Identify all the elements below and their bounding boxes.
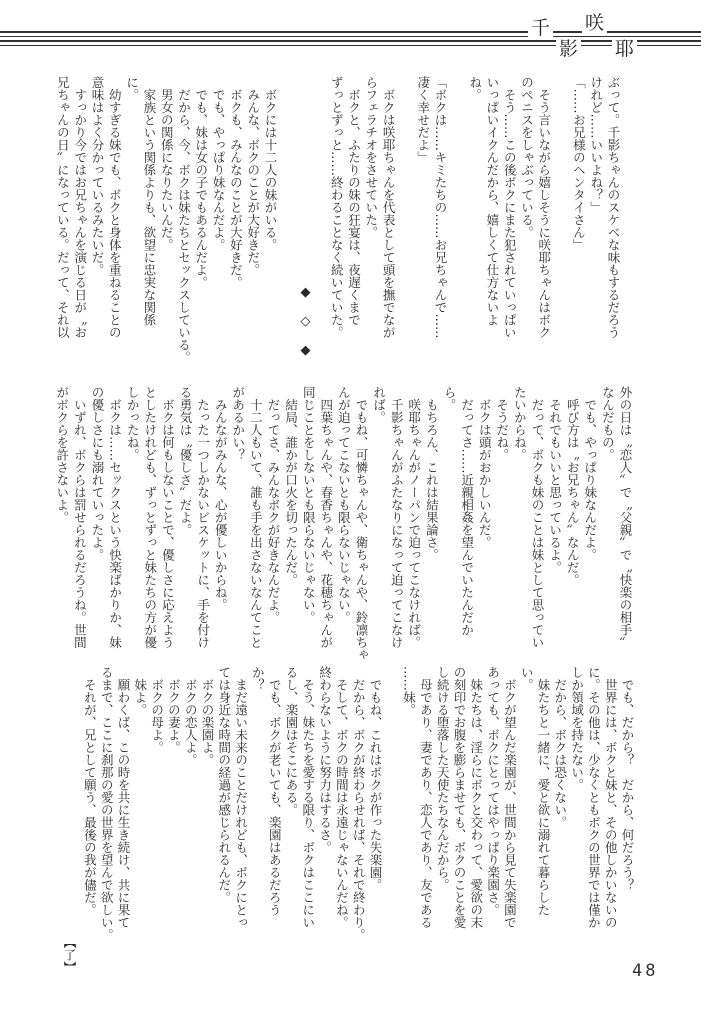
text-column: だから、ボクが終わらせれば、それで終わり。 (351, 666, 367, 941)
text-column: か？ (250, 666, 266, 691)
text-column: しか領域を持たない。 (569, 666, 585, 791)
text-column: の優しさにも溺れていったよ。 (90, 386, 105, 561)
text-column: 妹たちは、淫らにボクと交わって、愛欲の末 (468, 666, 484, 929)
text-column: なんだもの。 (600, 386, 616, 461)
text-column: れば。 (371, 386, 387, 424)
text-column: 妹よ。 (132, 666, 148, 716)
header-title-char: 耶 (612, 40, 637, 59)
text-column: いずれ、ボクらは罰せられるだろうね。世間 (72, 386, 88, 649)
text-column: 幼すぎる妹でも、ボクと身体を重ねることの (107, 76, 123, 339)
end-mark: 【了】 (62, 936, 77, 974)
text-column: ずっとずっと……終わることなく続いていた。 (329, 76, 345, 339)
text-column: もちろん、これは結果論さ。 (424, 386, 440, 561)
text-column: 男女の関係になりたいんだ。 (159, 76, 175, 251)
text-column: ボクの妻よ。 (166, 666, 182, 754)
text-column: あっても、ボクにとってはやっぱり楽園さ。 (485, 666, 501, 916)
text-column: ボクは……セックスという快楽ばかりか、妹 (107, 386, 123, 649)
text-column: ボクは咲耶ちゃんを代表として頭を撫でなが (381, 76, 397, 339)
text-column: ら。 (442, 386, 457, 411)
text-column: そう……この後ボクにまた犯されていっぱい (502, 76, 518, 339)
text-column: んが迫ってこないとも限らないじゃない。 (336, 386, 352, 624)
text-column: だってさ、みんなボクが好きなんだよ。 (266, 386, 281, 624)
text-column: ね。 (467, 76, 483, 101)
text-column: みんな、ボクのことが大好きだ。 (245, 76, 261, 276)
text-column: しかったね。 (125, 386, 141, 461)
text-column: るし、楽園はそこにある。 (284, 666, 299, 816)
text-column: たった一つしかないビスケットに、手を付け (195, 386, 211, 649)
text-column: 結局、誰かが口火を切ったんだ。 (283, 386, 299, 586)
text-column: ぶって。千影ちゃんのスケベな味もするだろう (606, 76, 621, 339)
text-column: に。その他は、少なくともボクの世界では僅か (586, 666, 602, 929)
text-column: でも、だから？ だから、何だろう？ (620, 666, 635, 891)
text-column: ボクが望んだ楽園が、世間から見て失楽園で (502, 666, 518, 929)
text-column: でも、やっぱり妹なんだよ。 (582, 386, 598, 561)
text-column: でもね、可憐ちゃんや、衛ちゃんや、鈴凛ちゃ (354, 386, 369, 661)
text-column: 「……お兄様のヘンタイさん」 (571, 76, 587, 251)
text-column: がボクらを許さないよ。 (54, 386, 70, 524)
text-column: ボクは何もしないことで、優しさに応えよう (160, 386, 176, 649)
text-column: 十二人もいて、誰も手を出さないなんてこと (248, 386, 264, 649)
text-column: それが、兄として願う、最後の我が儘だ。 (82, 666, 98, 916)
text-column: ボクの母よ。 (149, 666, 165, 754)
text-column: 家族という関係よりも、欲望に忠実な関係 (141, 76, 157, 326)
text-column: だって、ボクも妹のことは妹として思ってい (530, 386, 545, 649)
text-column: まだ遠い未来のことだけれども、ボクにとっ (233, 666, 249, 929)
text-column: そうだね。 (494, 386, 510, 461)
text-column: に。 (124, 76, 140, 101)
text-column: だってさ……近親相姦を望んでいたんだか (459, 386, 475, 636)
text-column: でもね、これはボクが作った失楽園。 (368, 666, 383, 891)
text-column: 世界には、ボクと妹と、その他しかいないの (603, 666, 619, 929)
text-column: 母であり、妻であり、恋人であり、友である (418, 666, 434, 929)
text-column: し続ける堕落した天使たちなんだから。 (435, 666, 451, 891)
text-column: 願わくば、この時を共に生き続け、共に果て (116, 666, 131, 929)
page-number: 48 (632, 961, 659, 981)
text-column: 呼び方は〝お兄ちゃん〟なんだ。 (565, 386, 581, 586)
text-column: 意味はよく分かっているみたいだ。 (90, 76, 105, 276)
text-column: 同じことをしないとも限らないじゃない。 (301, 386, 317, 624)
text-column: すっかり今ではお兄ちゃんを演じる日が〝お (72, 76, 88, 339)
text-column: でも、妹は女の子でもあるんだよ。 (193, 76, 209, 289)
section-separator-diamonds: ◆◇◆ (298, 285, 313, 372)
text-column: ボクには十二人の妹がいる。 (263, 76, 278, 251)
text-column: だから、今、ボクは妹たちとセックスしている。 (176, 76, 192, 364)
text-column: 千影ちゃんがふたなりになって迫ってこなけ (389, 386, 405, 649)
text-column: でも、やっぱり妹なんだよ。 (211, 76, 227, 251)
text-column: 兄ちゃんの日〟になっている。だって、それ以 (55, 76, 71, 339)
text-column: 妹たちと一緒に、愛と欲に溺れて暮らした (536, 666, 551, 916)
text-column: そう、妹たちを愛する限り、ボクはここにい (300, 666, 316, 929)
text-column: の刻印でお腹を膨らませても、ボクのことを愛 (452, 666, 467, 929)
text-column: ……妹。 (401, 666, 417, 716)
text-column: 凄く幸せだよ」 (415, 76, 431, 164)
text-column: でも、ボクが老いても、楽園はあるだろう (267, 666, 283, 916)
text-column: ボクは頭がおかしいんだ。 (477, 386, 493, 549)
text-column: らフェラチオをさせていた。 (363, 76, 379, 239)
header-title-char: 千 (528, 19, 553, 38)
text-column: みんながみんな、心が優しいからね。 (213, 386, 229, 611)
text-column: 四葉ちゃんや、春香ちゃんや、花穂ちゃんが (318, 386, 334, 649)
text-column: ボクと、ふたりの妹の狂宴は、夜遅くまで (346, 76, 362, 326)
text-column: としたけれども、ずっとずっと妹たちの方が優 (142, 386, 158, 649)
text-column: けれど……いいよね？」 (588, 76, 604, 214)
text-column: 外の日は〝恋人〟で〝父親〟で〝快楽の相手〟 (618, 386, 633, 649)
text-column: ボクも、みんなのことが大好きだ。 (228, 76, 244, 289)
text-column: それでもいいと思っているよ。 (547, 386, 563, 574)
text-column: る勇気は〝優しさ〟だよ。 (178, 386, 193, 536)
text-column: 咲耶ちゃんがノーパンで迫ってこなければ。 (406, 386, 422, 649)
text-column: のペニスをしゃぶっている。 (519, 76, 535, 239)
text-column: そして、ボクの時間は永遠じゃないんだね。 (334, 666, 350, 929)
text-column: 終わらないように努力はするさ。 (317, 666, 333, 854)
text-column: そう言いながら嬉しそうに咲耶ちゃんはボク (536, 76, 552, 339)
text-column: たいからね。 (512, 386, 528, 461)
text-column: があるかい？ (230, 386, 246, 461)
text-column: るまで、ここに刹那の愛の世界を望んで欲しい。 (99, 666, 115, 941)
header-title-char: 咲 (582, 14, 607, 33)
text-column: い。 (519, 666, 535, 691)
text-column: いっぱいイクんだから、嬉しくて仕方ないよ (484, 76, 500, 326)
text-column: ては身近な時間の経過が感じられるんだ。 (216, 666, 232, 904)
text-column: ボクの恋人よ。 (183, 666, 199, 766)
text-column: 「ボクは……キミたちの……お兄ちゃんで…… (433, 76, 448, 339)
text-column: だから、ボクは恐くない。 (552, 666, 568, 829)
header-title-char: 影 (556, 40, 581, 59)
text-column: ボクの楽園よ。 (200, 666, 215, 766)
